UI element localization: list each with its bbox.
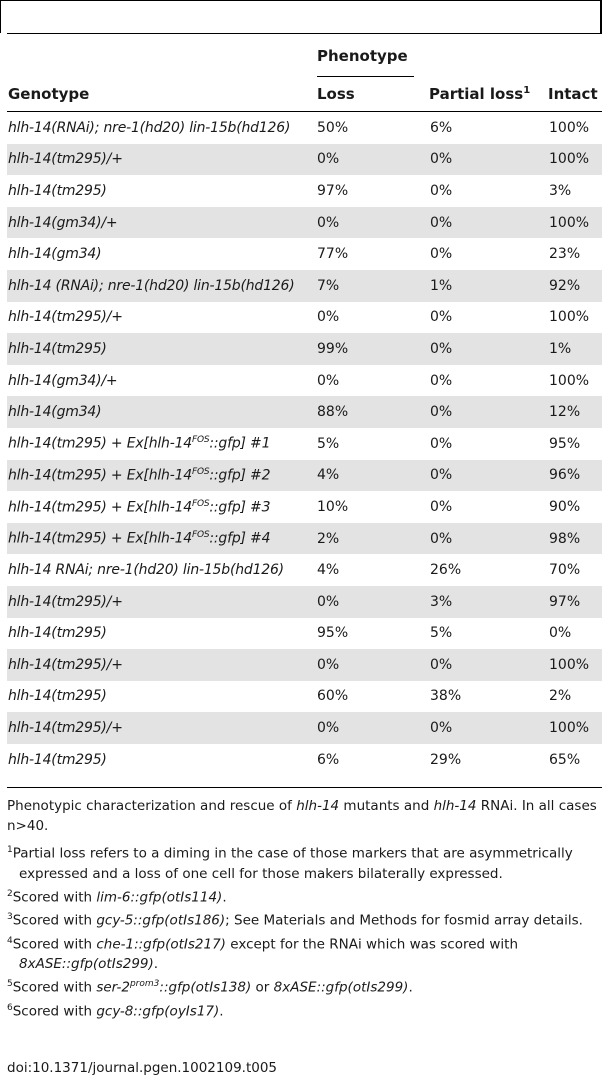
- loss-cell: 95%: [317, 625, 349, 642]
- footnote-4: $^4$Scored with che-1::gfp(otIs217) except for the RNAi which was scored with 8xASE::gfp(otIs299).: [7, 935, 519, 972]
- partial-loss-cell: 0%: [430, 144, 549, 176]
- frame-left-border: [0, 0, 1, 33]
- genotype-cell: hlh-14(gm34): [7, 396, 317, 428]
- loss-cell: 77%: [317, 246, 349, 263]
- doi-label: doi:10.1371/journal.pgen.1002109.t005: [7, 1060, 278, 1076]
- footnote-1: $^1$Partial loss refers to a diming in the case of those markers that are asymmetrically expressed and a loss of one cell for those makers bilaterally expressed.: [7, 845, 573, 882]
- footnote-5: $^5$Scored with ser-$2^{prom3}::gfp(otIs138)$ or 8xASE::gfp(otIs299).: [7, 979, 413, 996]
- genotype-cell: hlh-14(tm295): [8, 751, 107, 768]
- partial-loss-cell: 6%: [430, 119, 453, 136]
- partial-loss-cell: 3%: [430, 586, 549, 618]
- intact-cell: 98%: [549, 523, 602, 555]
- intact-cell: 1%: [549, 333, 602, 365]
- loss-cell: 4%: [317, 562, 340, 579]
- intact-cell: 90%: [549, 498, 581, 515]
- intact-cell: 65%: [549, 751, 581, 768]
- genotype-header: Genotype: [8, 85, 90, 103]
- partial-loss-cell: 0%: [430, 333, 549, 365]
- table-row: [7, 681, 602, 713]
- table-row: [7, 238, 602, 270]
- frame-top-border: [0, 0, 602, 1]
- genotype-cell: hlh-14(RNAi); nre-1(hd20) lin-15b(hd126): [8, 119, 291, 136]
- partial-loss-cell: 0%: [430, 396, 549, 428]
- loss-cell: 0%: [317, 712, 430, 744]
- genotype-cell: hlh-14(tm295)/+: [7, 649, 317, 681]
- genotype-cell: hlh-14(tm295)/+: [7, 144, 317, 176]
- intact-cell: 95%: [549, 435, 581, 452]
- table-row: [7, 744, 602, 776]
- partial-loss-cell: 0%: [430, 182, 453, 199]
- intact-cell: 100%: [549, 207, 602, 239]
- table-row: [7, 586, 602, 618]
- loss-cell: 7%: [317, 270, 430, 302]
- genotype-cell: hlh-14(gm34)/+: [8, 372, 118, 389]
- table-row: [7, 144, 602, 176]
- intact-cell: 100%: [549, 712, 602, 744]
- genotype-cell: $hlh-14(tm295) + Ex[hlh-14^{FOS}::gfp]$ #4: [7, 523, 317, 555]
- footnote-6: $^6$Scored with gcy-8::gfp(oyIs17).: [7, 1002, 224, 1019]
- genotype-cell: hlh-14(tm295)/+: [8, 309, 123, 326]
- intact-cell: 100%: [549, 649, 602, 681]
- genotype-cell: hlh-14(tm295): [8, 688, 107, 705]
- partial-loss-cell: 0%: [430, 460, 549, 492]
- genotype-cell: $hlh-14(tm295) + Ex[hlh-14^{FOS}::gfp]$ #1: [8, 435, 271, 453]
- loss-cell: 10%: [317, 498, 349, 515]
- partial-loss-cell: 0%: [430, 435, 453, 452]
- table-row: [7, 175, 602, 207]
- table-top-rule: [7, 33, 602, 34]
- partial-loss-cell: 0%: [430, 372, 453, 389]
- table-row: [7, 618, 602, 650]
- loss-cell: 6%: [317, 751, 340, 768]
- intact-cell: 100%: [549, 372, 590, 389]
- table-bottom-rule: [7, 787, 602, 788]
- partial-loss-header: Partial loss$^1$: [429, 85, 531, 103]
- partial-loss-cell: 0%: [430, 649, 549, 681]
- loss-cell: 99%: [317, 333, 430, 365]
- intact-cell: 23%: [549, 246, 581, 263]
- genotype-cell: hlh-14(tm295): [7, 333, 317, 365]
- loss-cell: 0%: [317, 372, 340, 389]
- loss-cell: 0%: [317, 144, 430, 176]
- phenotype-underline: [317, 76, 414, 77]
- loss-cell: 0%: [317, 309, 340, 326]
- loss-cell: 50%: [317, 119, 349, 136]
- intact-header: Intact: [548, 85, 598, 103]
- table-row: [7, 333, 602, 365]
- table-row: [7, 207, 602, 239]
- table-row: [7, 523, 602, 555]
- partial-loss-cell: 0%: [430, 207, 549, 239]
- genotype-cell: hlh-14 RNAi; nre-1(hd20) lin-15b(hd126): [8, 562, 284, 579]
- table-row: [7, 460, 602, 492]
- intact-cell: 100%: [549, 119, 590, 136]
- loss-cell: 4%: [317, 460, 430, 492]
- table-row: [7, 270, 602, 302]
- intact-cell: 97%: [549, 586, 602, 618]
- partial-loss-cell: 0%: [430, 309, 453, 326]
- genotype-cell: hlh-14(tm295)/+: [7, 712, 317, 744]
- loss-cell: 2%: [317, 523, 430, 555]
- genotype-cell: hlh-14(tm295)/+: [7, 586, 317, 618]
- partial-loss-cell: 0%: [430, 498, 453, 515]
- genotype-cell: hlh-14(tm295): [8, 182, 107, 199]
- table-row: [7, 365, 602, 397]
- loss-cell: 88%: [317, 396, 430, 428]
- intact-cell: 2%: [549, 688, 572, 705]
- table-row: [7, 302, 602, 334]
- phenotype-header: Phenotype: [317, 47, 408, 65]
- intact-cell: 70%: [549, 562, 581, 579]
- partial-loss-cell: 38%: [430, 688, 462, 705]
- table-footnotes: [7, 796, 599, 1021]
- table-row: [7, 396, 602, 428]
- intact-cell: 100%: [549, 309, 590, 326]
- table-row: [7, 428, 602, 460]
- intact-cell: 92%: [549, 270, 602, 302]
- loss-cell: 0%: [317, 207, 430, 239]
- loss-cell: 0%: [317, 586, 430, 618]
- partial-loss-cell: 0%: [430, 246, 453, 263]
- footnote-2: $^2$Scored with lim-6::gfp(otIs114).: [7, 888, 227, 905]
- genotype-cell: $hlh-14(tm295) + Ex[hlh-14^{FOS}::gfp]$ #3: [8, 498, 271, 516]
- intact-cell: 0%: [549, 625, 572, 642]
- footnote-3: $^3$Scored with gcy-5::gfp(otIs186); See Materials and Methods for fosmid array details.: [7, 912, 583, 929]
- loss-header: Loss: [317, 85, 355, 103]
- loss-cell: 5%: [317, 435, 340, 452]
- intact-cell: 96%: [549, 460, 602, 492]
- intact-cell: 100%: [549, 144, 602, 176]
- genotype-cell: hlh-14(gm34)/+: [7, 207, 317, 239]
- partial-loss-cell: 26%: [430, 562, 462, 579]
- genotype-cell: $hlh-14(tm295) + Ex[hlh-14^{FOS}::gfp]$ #2: [7, 460, 317, 492]
- loss-cell: 97%: [317, 182, 349, 199]
- intact-cell: 3%: [549, 182, 572, 199]
- intact-cell: 12%: [549, 396, 602, 428]
- table-caption: Phenotypic characterization and rescue of hlh-14 mutants and hlh-14 RNAi. In all cases n>40.: [7, 798, 597, 834]
- genotype-cell: hlh-14(tm295): [8, 625, 107, 642]
- loss-cell: 0%: [317, 649, 430, 681]
- footnote-marker: 1: [523, 85, 531, 96]
- partial-loss-cell: 29%: [430, 751, 462, 768]
- table-row: [7, 112, 602, 144]
- phenotype-table: [7, 112, 602, 775]
- partial-loss-cell: 1%: [430, 270, 549, 302]
- genotype-cell: hlh-14 (RNAi); nre-1(hd20) lin-15b(hd126): [7, 270, 317, 302]
- partial-loss-cell: 5%: [430, 625, 453, 642]
- table-row: [7, 554, 602, 586]
- table-row: [7, 491, 602, 523]
- genotype-cell: hlh-14(gm34): [8, 246, 102, 263]
- table-row: [7, 712, 602, 744]
- table-row: [7, 649, 602, 681]
- loss-cell: 60%: [317, 688, 349, 705]
- partial-loss-cell: 0%: [430, 712, 549, 744]
- partial-loss-cell: 0%: [430, 523, 549, 555]
